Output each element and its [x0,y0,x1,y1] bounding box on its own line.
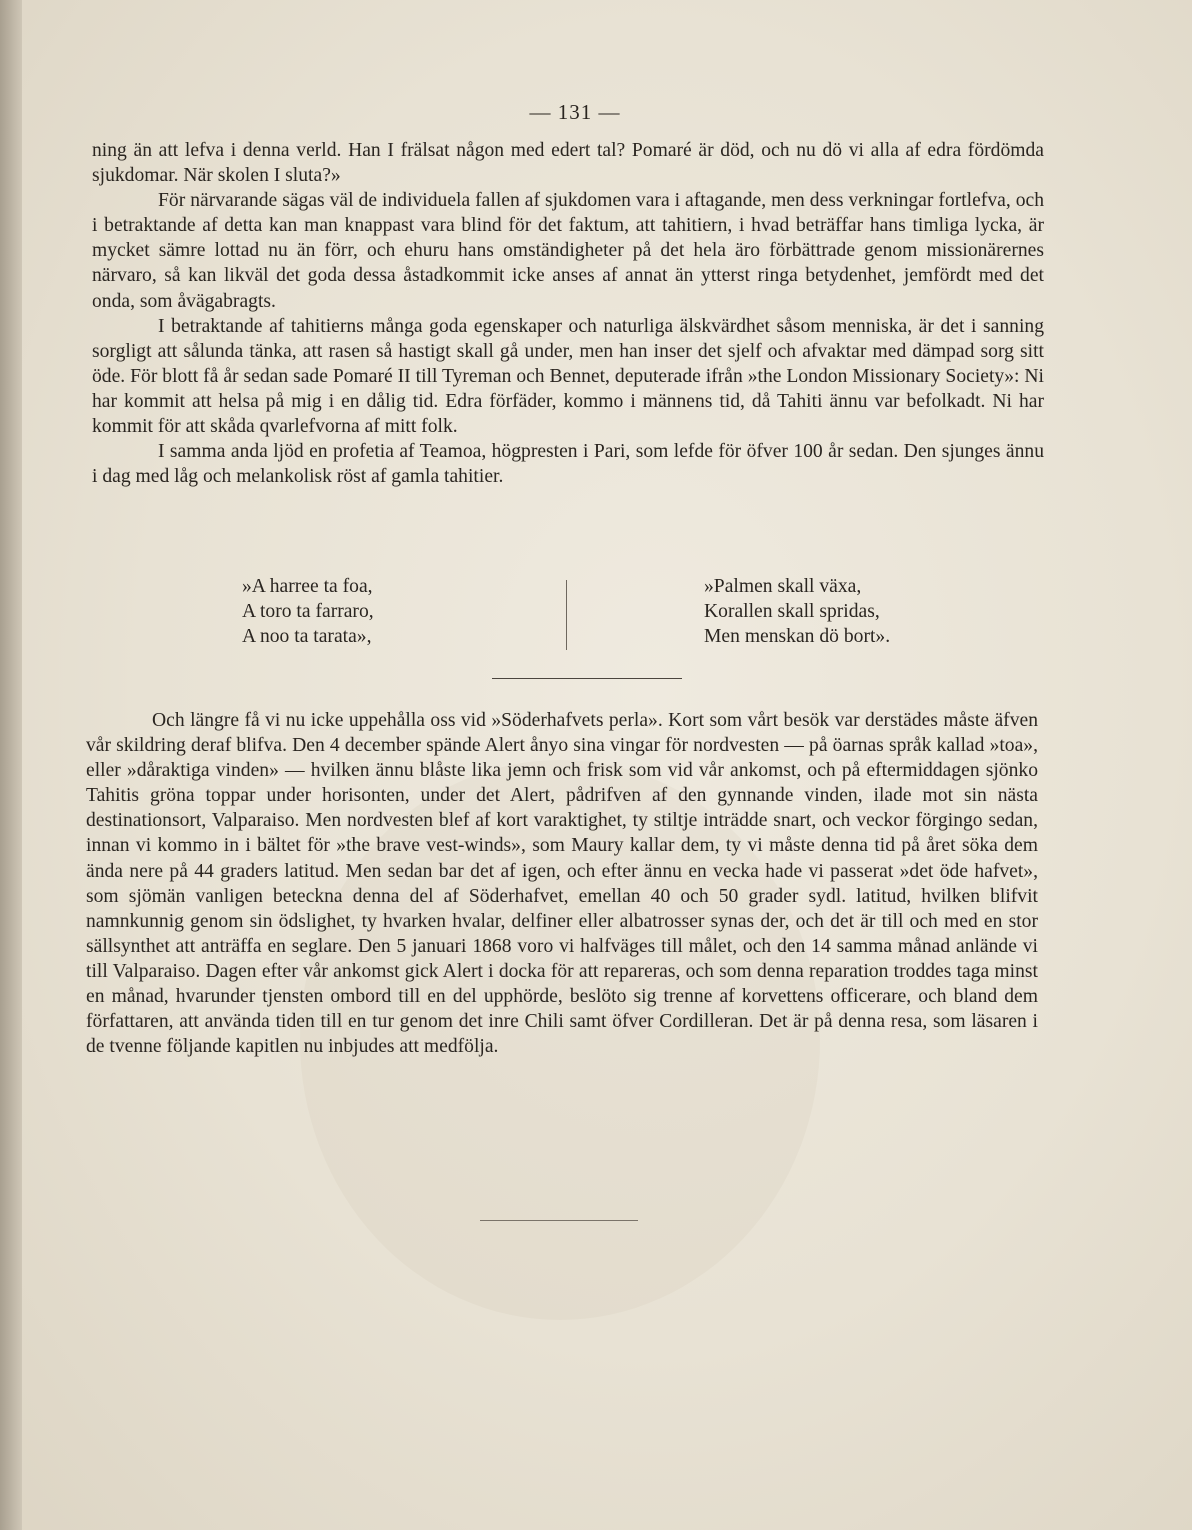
body-text-bottom [86,708,1038,1059]
paragraph: För närvarande sägas väl de individuela fallen af sjukdomen vara i aftagande, men dess verkningar fortlefva, och i betraktande af detta kan man knappast vara blind för det faktum, att tahitiern, i hvad beträffar hans timliga lycka, är mycket sämre lottad nu än förr, och ehuru hans omständigheter på det hela äro förbättrade genom missionärernes närvaro, så kan likväl det goda dessa åstadkommit icke anses af annat än ytterst ringa betydenhet, jemfördt med det onda, som åvägabragts. [92,190,1044,312]
paragraph: I samma anda ljöd en profetia af Teamoa, högpresten i Pari, som lefde för öfver 100 år sedan. Den sjunges ännu i dag med låg och melankolisk röst af gamla tahitier. [92,441,1044,488]
prophecy-poem [230,574,960,654]
poem-line: Korallen skall spridas, [704,601,880,623]
poem-line: Men menskan dö bort». [704,626,891,648]
poem-line: A toro ta farraro, [242,601,374,623]
poem-tahitian-column [242,574,374,649]
section-divider-rule [492,678,682,679]
poem-swedish-column [704,574,890,649]
body-text-top [92,138,1044,489]
poem-line: »Palmen skall växa, [704,576,862,597]
poem-line: »A harree ta foa, [242,576,373,597]
page-gutter-shadow [0,0,22,1530]
paragraph: I betraktande af tahitierns många goda egenskaper och naturliga älskvärdhet såsom menniska, är det i sanning sorgligt att sålunda tänka, att rasen så hastigt skall gå under, men han inser det sjelf och afvaktar med dämpad sorg sitt öde. För blott få år sedan sade Pomaré II till Tyreman och Bennet, deputerade ifrån »the London Missionary Society»: Ni har kommit att helsa på mig i en dålig tid. Edra förfäder, kommo i männens tid, då Tahiti ännu var befolkadt. Ni har kommit för att skåda qvarlefvorna af mitt folk. [92,315,1044,438]
poem-divider [566,580,567,650]
page-number: — 131 — [529,100,621,124]
chapter-end-rule [480,1220,638,1221]
poem-line: A noo ta tarata», [242,626,372,648]
paragraph-continuation: ning än att lefva i denna verld. Han I frälsat någon med edert tal? Pomaré är död, och nu dö vi alla af edra fördömda sjukdomar. När skolen I sluta?» [92,140,1044,187]
paragraph: Och längre få vi nu icke uppehålla oss vid »Söderhafvets perla». Kort som vårt besök var derstädes måste äfven vår skildring deraf blifva. Den 4 december spände Alert ånyo sina vingar för nordvesten — på öarnas språk kallad »toa», eller »dåraktiga vinden» — hvilken ännu blåste lika jemn och frisk som vid vår ankomst, och på eftermiddagen sjönko Tahitis gröna toppar under horisonten, under det Alert, pådrifven af den gynnande vinden, ilade mot sin nästa destinationsort, Valparaiso. Men nordvesten blef af kort varaktighet, ty stiltje inträdde snart, och veckor förgingo sedan, innan vi kommo in i bältet för »the brave vest-winds», som Maury kallar dem, ty vi måste denna tid på året söka dem ända nere på 44 graders latitud. Men sedan bar det af igen, och efter ännu en vecka hade vi passerat »det öde hafvet», som sjömän vanligen beteckna denna del af Söderhafvet, emellan 40 och 50 grader sydl. latitud, hvilken blifvit namnkunnig genom sin ödslighet, ty hvarken hvalar, delfiner eller albatrosser synas der, och det är till och med en stor sällsynthet att anträffa en seglare. Den 5 januari 1868 voro vi halfväges till målet, och den 14 samma månad anlände vi till Valparaiso. Dagen efter vår ankomst gick Alert i docka för att repareras, och som denna reparation troddes taga minst en månad, hvarunder tjensten ombord till en del upphörde, beslöto sig trenne af korvettens officerare, och bland dem författaren, att använda tiden till en tur genom det inre Chili samt öfver Cordilleran. Det är på denna resa, som läsaren i de tvenne följande kapitlen nu inbjudes att medfölja. [86,710,1038,1058]
